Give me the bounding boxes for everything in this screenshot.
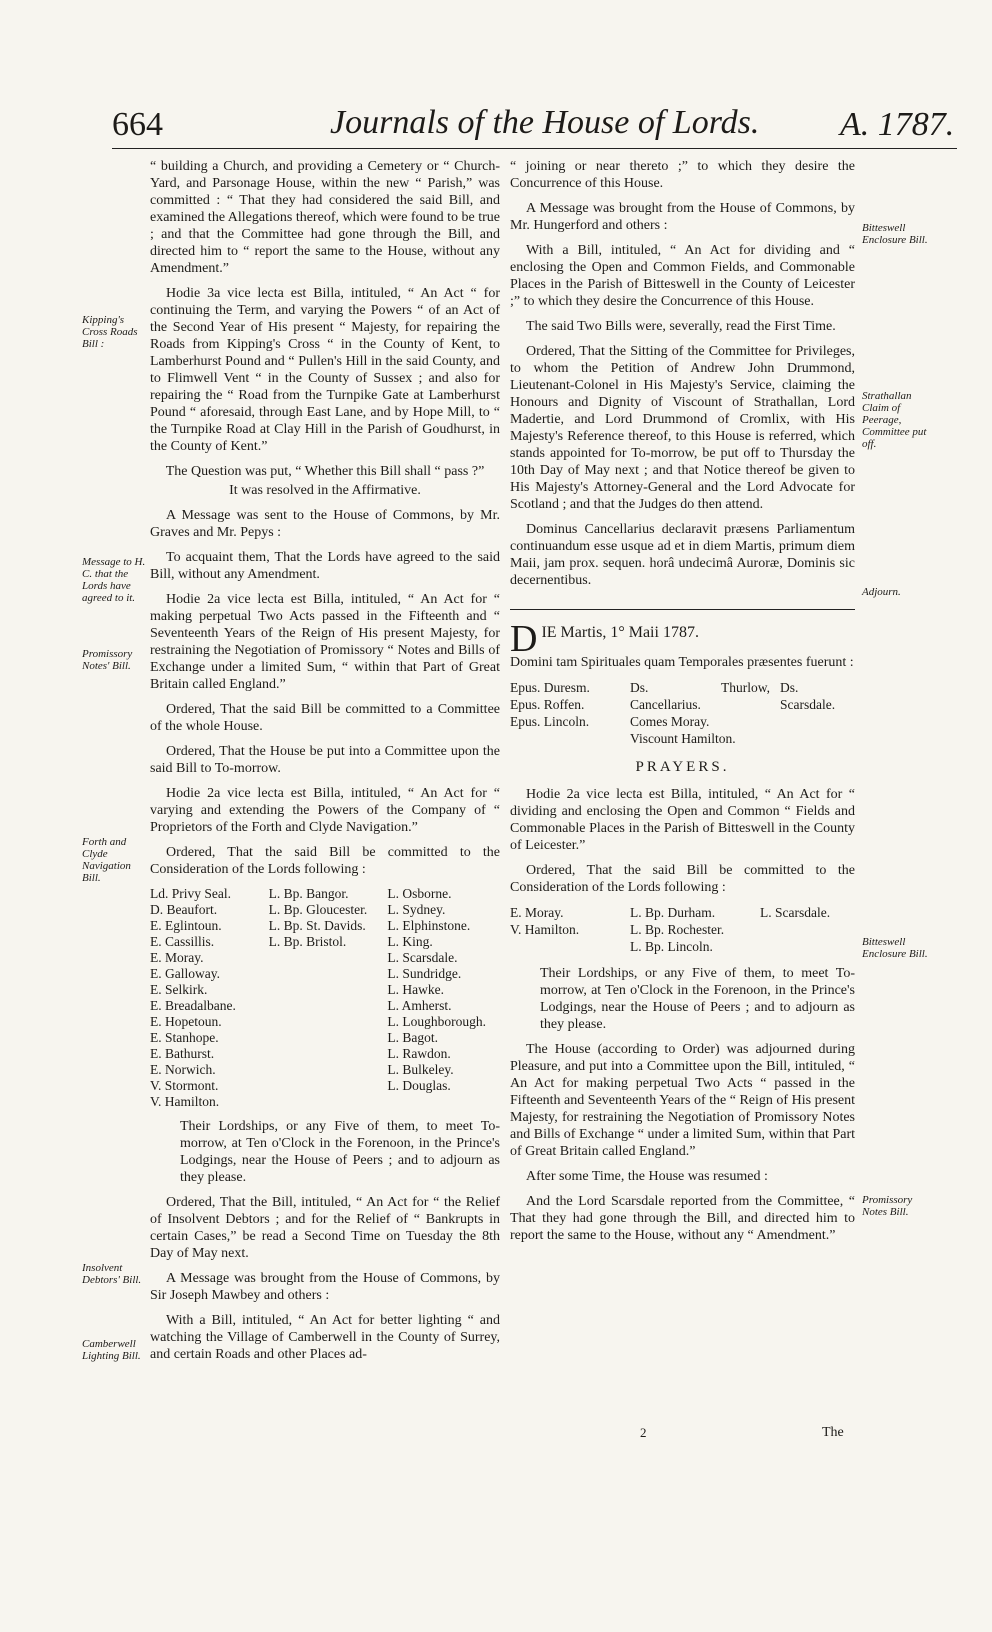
paragraph: Hodie 2a vice lecta est Billa, intituled, “ An Act for “ varying and extending the Powers of the Company of “ Proprietors of the Forth and Clyde Navigation.”	[150, 786, 500, 835]
lord-name: L. Bp. Rochester.	[630, 922, 725, 937]
lord-name: L. Douglas.	[387, 1078, 451, 1093]
lord-name: E. Stanhope.	[150, 1030, 219, 1045]
day-heading-text: IE Martis, 1° Maii 1787.	[541, 624, 699, 641]
paragraph: Ordered, That the Sitting of the Committee for Privileges, to whom the Petition of Andrew John Drummond, Lieutenant-Colonel in His Majesty's Service, claiming the Honours and Dignity of Viscount of Strathallan, Lord Madertie, and Lord Drummond of Cromlix, with His Majesty's Reference thereof, to this House is referred, which stands appointed for To-morrow, be put off to Thursday the 10th Day of May next ; and that Notice thereof be given to His Majesty's Attorney-General and the Lord Advocate for Scotland ; and that the Judges do then attend.	[510, 344, 855, 512]
lord-name: L. King.	[387, 934, 433, 949]
paragraph: Hodie 2a vice lecta est Billa, intituled, “ An Act for “ making perpetual Two Acts passed in the Fifteenth and “ Seventeenth Years of the Reign of His present Majesty, for restraining the Negotiation of Promissory “ Notes and Bills of Exchange under a limited Sum, “ within that Part of Great Britain called England.”	[150, 592, 500, 692]
lord-name: L. Amherst.	[387, 998, 452, 1013]
year: A. 1787.	[840, 106, 955, 143]
lord-name: E. Moray.	[150, 950, 204, 965]
paragraph: Dominus Cancellarius declaravit præsens Parliamentum continuandum esse usque ad et in diem Martis, primum diem Maii, jam prox. sequen. horâ undecimâ Auroræ, Dominis sic decernentibus.	[510, 522, 855, 588]
lord-name: V. Hamilton.	[510, 922, 580, 937]
paragraph: With a Bill, intituled, “ An Act for better lighting “ and watching the Village of Camberwell in the County of Surrey, and certain Roads and other Places ad-	[150, 1313, 500, 1362]
lord-name: E. Norwich.	[150, 1062, 216, 1077]
paragraph: The Question was put, “ Whether this Bill shall “ pass ?”	[165, 464, 485, 479]
lord-name: L. Bp. St. Davids.	[268, 918, 366, 933]
lord-name: Epus. Duresm.	[510, 680, 590, 695]
lords-col-1	[150, 886, 263, 1110]
lord-name: E. Moray.	[510, 905, 564, 920]
present-col-2	[630, 679, 770, 747]
right-column	[510, 158, 855, 1252]
lord-name: E. Bathurst.	[150, 1046, 215, 1061]
margin-note: Bitteswell Enclosure Bill.	[862, 936, 928, 960]
lord-name: Ld. Privy Seal.	[150, 886, 231, 901]
paragraph: With a Bill, intituled, “ An Act for dividing and “ enclosing the Open and Common Fields, and Commonable Places in the Parish of Bitteswell in the County of Leicester ;” to which they desire the Concurrence of this House.	[510, 243, 855, 309]
lord-name: E. Galloway.	[150, 966, 220, 981]
paragraph: It was resolved in the Affirmative.	[229, 483, 421, 498]
lord-name: L. Sundridge.	[387, 966, 462, 981]
lord-name: Epus. Lincoln.	[510, 714, 590, 729]
paragraph: Their Lordships, or any Five of them, to meet To-morrow, at Ten o'Clock in the Forenoon, in the Prince's Lodgings, near the House of Peers ; and to adjourn as they please.	[180, 1119, 500, 1185]
lord-name: E. Hopetoun.	[150, 1014, 222, 1029]
margin-note: Bitteswell Enclosure Bill.	[862, 222, 928, 246]
margin-note: Strathallan Claim of Peerage, Committee put off.	[862, 390, 927, 450]
lord-name: L. Scarsdale.	[387, 950, 458, 965]
paragraph: Their Lordships, or any Five of them, to meet To-morrow, at Ten o'Clock in the Forenoon, in the Prince's Lodgings, near the House of Peers ; and to adjourn as they please.	[540, 966, 855, 1032]
paragraph: The said Two Bills were, severally, read the First Time.	[526, 319, 836, 334]
paragraph: A Message was brought from the House of Commons, by Mr. Hungerford and others :	[510, 201, 855, 233]
signature-mark: 2	[640, 1425, 647, 1440]
lords-col-3	[387, 886, 500, 1110]
margin-note: Promissory Notes' Bill.	[82, 648, 133, 672]
drop-cap: D	[510, 618, 538, 660]
left-column	[150, 158, 500, 1371]
prayers-heading: PRAYERS.	[635, 759, 730, 775]
page-number: 664	[112, 106, 163, 143]
page-header	[0, 96, 992, 156]
lord-name: L. Bp. Gloucester.	[268, 902, 368, 917]
paragraph: Hodie 3a vice lecta est Billa, intituled, “ An Act “ for continuing the Term, and varying the Powers “ of an Act of the Second Year of His present “ Majesty, for repairing the Roads from Kipping's Cross “ in the County of Kent, to Lamberhurst Pound and “ Pullen's Hill in the said County, and to Flimwell Vent “ in the County of Sussex ; and also for repairing the “ Road from the Turnpike Gate at Lamberhurst Pound “ aforesaid, through East Lane, and by Hope Mill, to “ the Turnpike Road at Clay Hill in the Parish of Goudhurst, in the County of Kent.”	[150, 286, 500, 454]
lord-name: D. Beaufort.	[150, 902, 218, 917]
margin-note: Insolvent Debtors' Bill.	[82, 1262, 142, 1286]
lord-name: L. Sydney.	[387, 902, 446, 917]
lord-name: Epus. Roffen.	[510, 697, 585, 712]
lord-name: L. Bagot.	[387, 1030, 438, 1045]
paragraph: Domini tam Spirituales quam Temporales præsentes fuerunt :	[510, 655, 854, 670]
paragraph: And the Lord Scarsdale reported from the Committee, “ That they had gone through the Bill, and directed him to report the same to the House, without any “ Amendment.”	[510, 1194, 855, 1243]
lords-list	[150, 886, 500, 1110]
paragraph: The House (according to Order) was adjourned during Pleasure, and put into a Committee upon the Bill, intituled, “ An Act for making perpetual Two Acts “ passed in the Fifteenth and Seventeenth Years of the “ Reign of His present Majesty, for restraining the Negotiation of Promissory Notes and Bills of Exchange “ under a limited Sum, within that Part of Great Britain called England.”	[510, 1042, 855, 1159]
paragraph: “ joining or near thereto ;” to which they desire the Concurrence of this House.	[510, 159, 855, 191]
paragraph: A Message was brought from the House of Commons, by Sir Joseph Mawbey and others :	[150, 1271, 500, 1303]
paragraph: After some Time, the House was resumed :	[526, 1169, 768, 1184]
committee-col-1	[510, 904, 620, 955]
lords-col-2	[269, 886, 382, 1110]
paragraph: “ building a Church, and providing a Cemetery or “ Church-Yard, and Parsonage House, within the new “ Parish,” was committed : “ That they had considered the said Bill, and examined the Allegations thereof, which were found to be true ; and that the Committee had gone through the Bill, and directed him to “ report the same to the House, without any Amendment.”	[150, 159, 500, 276]
lord-name: L. Bp. Bristol.	[268, 934, 347, 949]
paragraph: To acquaint them, That the Lords have agreed to the said Bill, without any Amendment.	[150, 550, 500, 582]
lord-name: E. Cassillis.	[150, 934, 215, 949]
journal-title: Journals of the House of Lords.	[330, 104, 760, 141]
margin-note: Message to H. C. that the Lords have agreed to it.	[82, 556, 146, 604]
committee-list	[510, 904, 855, 955]
paragraph: Ordered, That the said Bill be committed to the Consideration of the Lords following :	[510, 863, 855, 895]
present-list	[510, 679, 855, 747]
lord-name: V. Stormont.	[150, 1078, 219, 1093]
lord-name: E. Breadalbane.	[150, 998, 236, 1013]
paragraph: Ordered, That the House be put into a Committee upon the said Bill to To-morrow.	[150, 744, 500, 776]
lord-name: L. Loughborough.	[387, 1014, 486, 1029]
lord-name: L. Bulkeley.	[387, 1062, 454, 1077]
committee-col-2	[630, 904, 750, 955]
lord-name: L. Bp. Durham.	[630, 905, 716, 920]
margin-note: Camberwell Lighting Bill.	[82, 1338, 141, 1362]
header-rule	[112, 148, 957, 149]
margin-note: Promissory Notes Bill.	[862, 1194, 913, 1218]
lord-name: L. Hawke.	[387, 982, 444, 997]
present-col-1	[510, 679, 620, 747]
committee-col-3	[760, 904, 830, 955]
day-heading	[510, 618, 855, 660]
catchword: The	[822, 1425, 844, 1440]
lord-name: E. Selkirk.	[150, 982, 208, 997]
paragraph: Ordered, That the said Bill be committed to the Consideration of the Lords following :	[150, 845, 500, 877]
paragraph: Ordered, That the Bill, intituled, “ An Act for “ the Relief of Insolvent Debtors ; and for the Relief of “ Bankrupts in certain Cases,” be read a Second Time on Tuesday the 8th Day of May next.	[150, 1195, 500, 1261]
lord-name: E. Eglintoun.	[150, 918, 222, 933]
margin-note: Kipping's Cross Roads Bill :	[82, 314, 138, 350]
lord-name: Ds. Thurlow, Cancellarius.	[630, 680, 770, 712]
lord-name: Ds. Scarsdale.	[780, 680, 836, 712]
lord-name: L. Osborne.	[387, 886, 452, 901]
margin-note: Adjourn.	[862, 586, 901, 598]
present-col-3	[780, 679, 855, 747]
margin-note: Forth and Clyde Navigation Bill.	[82, 836, 131, 884]
paragraph: A Message was sent to the House of Commons, by Mr. Graves and Mr. Pepys :	[150, 508, 500, 540]
lord-name: V. Hamilton.	[150, 1094, 220, 1109]
paragraph: Hodie 2a vice lecta est Billa, intituled, “ An Act for “ dividing and enclosing the Open and Common “ Fields and Commonable Places in the Parish of Bitteswell in the County of Leicester.”	[510, 787, 855, 853]
lord-name: Comes Moray.	[630, 714, 710, 729]
lord-name: L. Bp. Bangor.	[268, 886, 349, 901]
lord-name: L. Elphinstone.	[387, 918, 471, 933]
lord-name: L. Bp. Lincoln.	[630, 939, 713, 954]
lord-name: L. Scarsdale.	[760, 905, 831, 920]
lord-name: L. Rawdon.	[387, 1046, 451, 1061]
section-rule	[510, 609, 855, 610]
lord-name: Viscount Hamilton.	[630, 731, 736, 746]
paragraph: Ordered, That the said Bill be committed to a Committee of the whole House.	[150, 702, 500, 734]
